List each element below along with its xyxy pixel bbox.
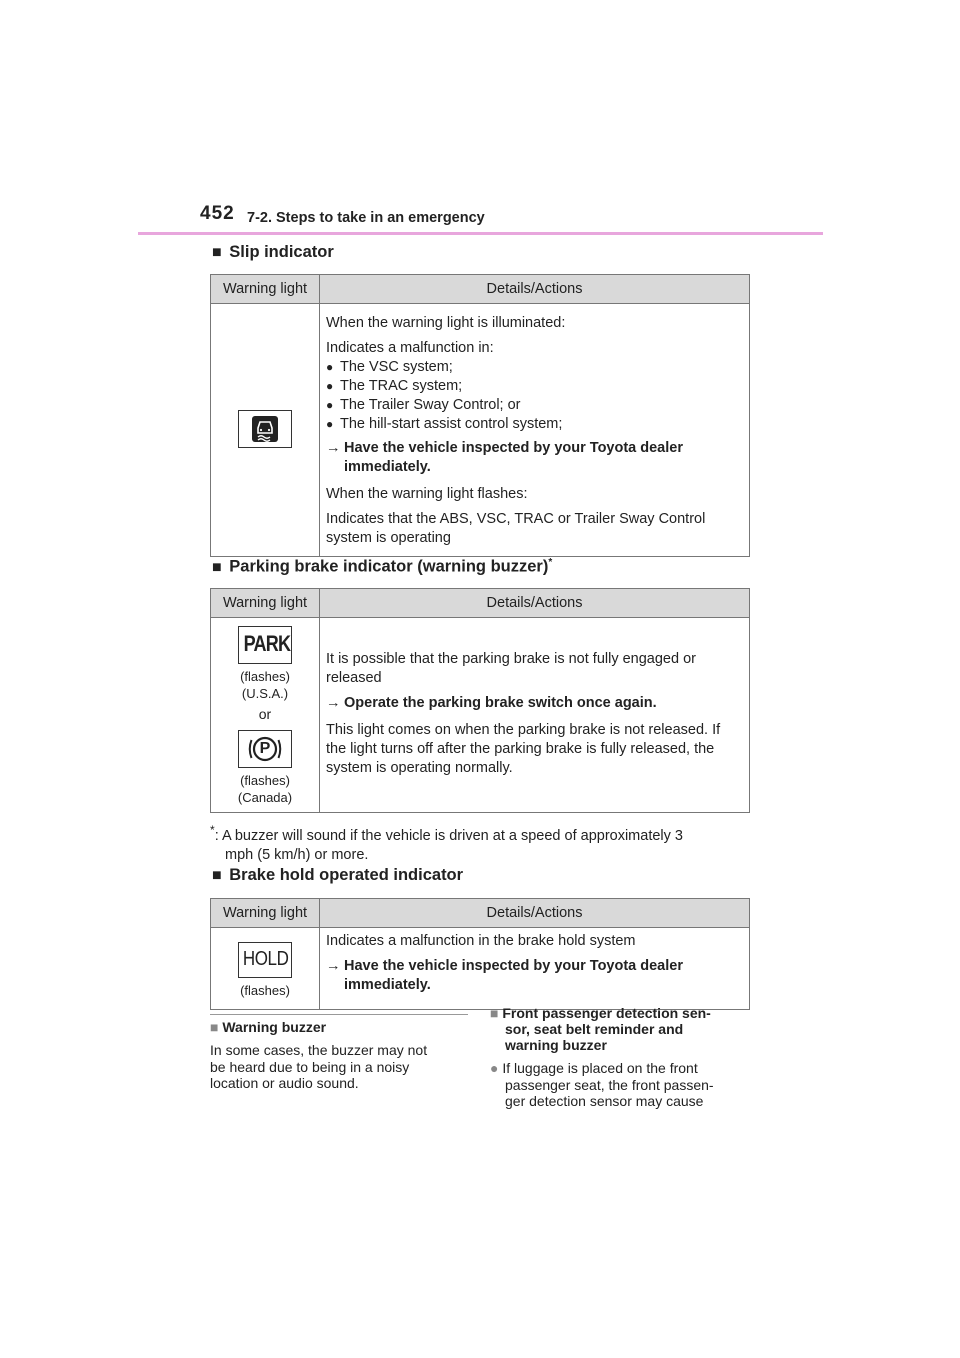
- parking-action: [326, 694, 743, 713]
- header-rule: [138, 232, 823, 235]
- parking-brake-title: Parking brake indicator (warning buzzer): [229, 557, 549, 576]
- bullet-icon: ●: [490, 1060, 499, 1076]
- slip-item-trac: ● The TRAC system;: [326, 377, 743, 396]
- col-warning-light: Warning light: [211, 899, 320, 928]
- column-rule: [210, 1014, 468, 1015]
- hold-text: Indicates a malfunction in the brake hold system: [326, 933, 636, 949]
- park-caption-flashes: (flashes): [240, 669, 290, 684]
- warning-buzzer-title: Warning buzzer: [222, 1019, 327, 1035]
- footnote-mark: *: [210, 823, 215, 837]
- parking-brake-footnote-mark: *: [548, 557, 553, 568]
- section-square-icon: ■: [490, 1005, 499, 1021]
- warning-buzzer-line: be heard due to being in a noisy: [210, 1058, 410, 1075]
- slip-item-trailer-sway: ● The Trailer Sway Control; or: [326, 396, 743, 415]
- slip-illuminated: When the warning light is illuminated:: [326, 315, 566, 331]
- section-square-icon: ■: [212, 867, 222, 884]
- arrow-icon: →: [326, 695, 341, 711]
- slip-action: [326, 439, 743, 477]
- parking-text1: It is possible that the parking brake is not fully engaged or released: [326, 651, 696, 686]
- front-passenger-line: If luggage is placed on the front: [502, 1060, 698, 1076]
- hold-caption-flashes: (flashes): [240, 983, 290, 998]
- slip-details-cell: [320, 304, 750, 557]
- park-indicator-icon: [238, 626, 292, 664]
- p-icon-text: P: [259, 740, 271, 757]
- col-warning-light: Warning light: [211, 589, 320, 618]
- brake-hold-heading: [212, 866, 463, 885]
- hold-icon-cell: [211, 928, 320, 1010]
- slip-flashes: When the warning light flashes:: [326, 486, 528, 502]
- slip-action-text: Have the vehicle inspected by your Toyota dealer immediately.: [344, 440, 683, 475]
- arrow-icon: →: [326, 958, 341, 974]
- front-passenger-line: ger detection sensor may cause: [505, 1093, 704, 1109]
- hold-indicator-icon: [238, 942, 292, 978]
- col-details-actions: Details/Actions: [320, 899, 750, 928]
- brake-hold-table: [210, 898, 750, 1010]
- footnote-line2: mph (5 km/h) or more.: [225, 846, 369, 863]
- warning-buzzer-line: In some cases, the buzzer may not: [210, 1042, 428, 1058]
- page-number: 452: [200, 203, 235, 224]
- parking-brake-p-icon: [238, 730, 292, 768]
- slip-indicator-heading: [212, 243, 334, 262]
- p-caption-flashes: (flashes): [240, 773, 290, 788]
- col-warning-light: Warning light: [211, 275, 320, 304]
- p-caption-canada: (Canada): [237, 790, 293, 805]
- park-or: or: [258, 706, 272, 722]
- slip-item-vsc: ● The VSC system;: [326, 358, 743, 377]
- col-details-actions: Details/Actions: [320, 275, 750, 304]
- slip-indicator-table: [210, 274, 750, 557]
- parking-brake-table: [210, 588, 750, 813]
- warning-buzzer-heading: [210, 1019, 326, 1035]
- slip-indicator-icon: [238, 410, 292, 448]
- front-passenger-heading-line: warning buzzer: [505, 1037, 607, 1053]
- footnote: [210, 821, 755, 865]
- park-caption-usa: (U.S.A.): [241, 686, 289, 701]
- hold-action-text: Have the vehicle inspected by your Toyota dealer immediately.: [344, 958, 683, 993]
- parking-text2: This light comes on when the parking brake is not released. If the light turns off after the parking brake is fully released, the system is operating normally.: [326, 722, 721, 776]
- front-passenger-heading-line: sor, seat belt reminder and: [505, 1021, 684, 1037]
- slip-item-hill-start: ● The hill-start assist control system;: [326, 415, 743, 434]
- brake-hold-title: Brake hold operated indicator: [229, 866, 464, 884]
- footnote-line1: : A buzzer will sound if the vehicle is driven at a speed of approximately 3: [214, 827, 683, 844]
- section-square-icon: ■: [210, 1019, 219, 1035]
- parking-brake-heading: [212, 557, 552, 577]
- front-passenger-line: passenger seat, the front passen-: [505, 1076, 714, 1093]
- chapter-title: 7-2. Steps to take in an emergency: [247, 210, 485, 226]
- col-details-actions: Details/Actions: [320, 589, 750, 618]
- slip-indicator-title: Slip indicator: [229, 243, 334, 261]
- hold-details-cell: [320, 928, 750, 1010]
- slip-malfunction-intro: Indicates a malfunction in:: [326, 340, 494, 356]
- slip-icon-cell: [211, 304, 320, 557]
- arrow-icon: →: [326, 440, 341, 456]
- section-square-icon: ■: [212, 244, 222, 261]
- front-passenger-heading: [490, 1005, 711, 1053]
- parking-icon-cell: [211, 618, 320, 813]
- section-square-icon: ■: [212, 558, 222, 576]
- front-passenger-heading-line: Front passenger detection sen-: [502, 1005, 711, 1021]
- warning-buzzer-line: location or audio sound.: [210, 1075, 359, 1091]
- hold-action: [326, 957, 743, 995]
- parking-details-cell: [320, 618, 750, 813]
- front-passenger-text: [490, 1060, 714, 1110]
- warning-buzzer-text: [210, 1042, 427, 1092]
- slip-flashes-text: Indicates that the ABS, VSC, TRAC or Trailer Sway Control system is operating: [326, 511, 706, 546]
- parking-action-text: Operate the parking brake switch once again.: [344, 695, 657, 711]
- hold-icon-text: HOLD: [242, 948, 289, 970]
- park-icon-text: PARK: [243, 631, 291, 656]
